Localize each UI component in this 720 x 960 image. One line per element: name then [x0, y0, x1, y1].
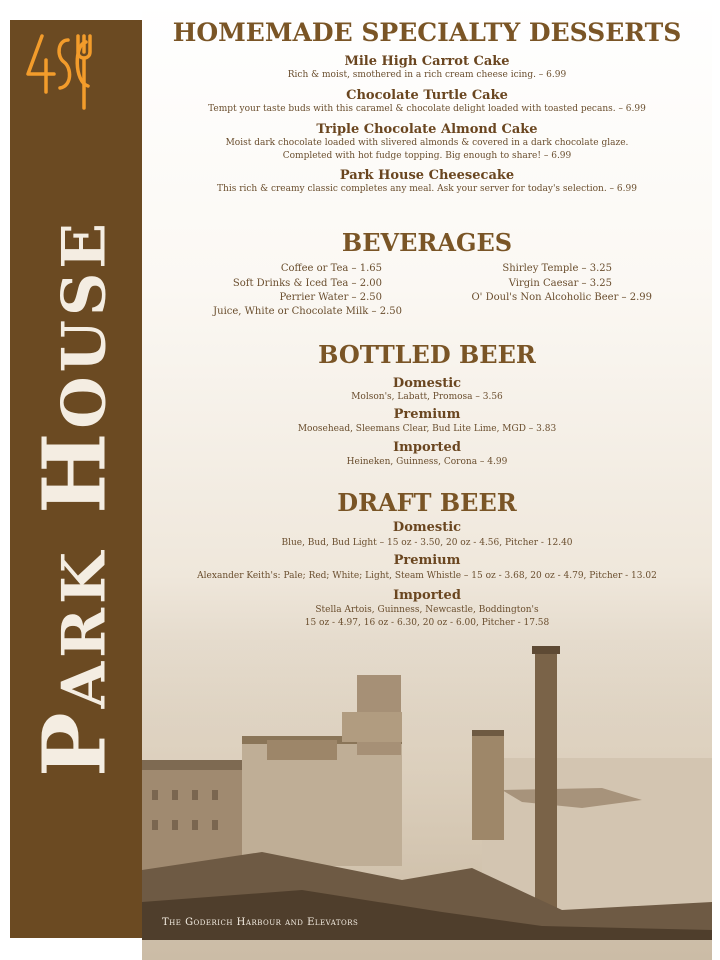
bottled-group-desc: Heineken, Guinness, Corona – 4.99 [346, 457, 508, 467]
draft-group-desc-line2: 15 oz - 4.97, 16 oz - 6.30, 20 oz - 6.00, Pitcher - 17.58 [304, 618, 550, 628]
bottled-group-name: Premium [393, 407, 461, 422]
dessert-desc-line2: Completed with hot fudge topping. Big enough to share! – 6.99 [282, 151, 572, 161]
bottled-group-name: Imported [393, 440, 461, 455]
beverage-item: Shirley Temple – 3.25 [502, 263, 612, 274]
beverage-item: Virgin Caesar – 3.25 [508, 278, 612, 289]
dessert-desc: Moist dark chocolate loaded with slivered almonds & covered in a dark chocolate glaze. [225, 138, 629, 148]
dessert-desc: This rich & creamy classic completes any meal. Ask your server for today's selection. – 6.99 [217, 184, 637, 194]
beverage-item: Perrier Water – 2.50 [279, 292, 382, 303]
beverage-item: Juice, White or Chocolate Milk – 2.50 [213, 306, 402, 317]
dessert-name: Mile High Carrot Cake [344, 54, 510, 69]
bottled-group-desc: Molson's, Labatt, Promosa – 3.56 [351, 392, 503, 402]
draft-beer-heading: DRAFT BEER [337, 488, 517, 517]
beverage-item: Soft Drinks & Iced Tea – 2.00 [232, 278, 382, 289]
draft-group-desc: Alexander Keith's: Pale; Red; White; Light, Steam Whistle – 15 oz - 3.68, 20 oz - 4.79, Pitcher - 13.02 [197, 571, 657, 581]
dessert-name: Chocolate Turtle Cake [346, 88, 508, 103]
beverages-heading: BEVERAGES [341, 228, 513, 257]
desserts-heading: HOMEMADE SPECIALTY DESSERTS [172, 18, 682, 47]
draft-group-desc: Stella Artois, Guinness, Newcastle, Boddington's [315, 605, 539, 615]
brand-title: Park House [24, 218, 126, 778]
draft-group-name: Premium [393, 553, 461, 568]
draft-group-name: Domestic [392, 520, 462, 535]
bottled-group-desc: Moosehead, Sleemans Clear, Bud Lite Lime, MGD – 3.83 [297, 424, 557, 434]
dessert-name: Park House Cheesecake [339, 168, 515, 183]
dessert-desc: Rich & moist, smothered in a rich cream cheese icing. – 6.99 [287, 70, 567, 80]
draft-group-desc: Blue, Bud, Bud Light – 15 oz - 3.50, 20 oz - 4.56, Pitcher - 12.40 [281, 538, 573, 548]
beverage-item: O' Doul's Non Alcoholic Beer – 2.99 [471, 292, 652, 303]
dessert-desc: Tempt your taste buds with this caramel & chocolate delight loaded with toasted pecans. – 6.99 [208, 104, 646, 114]
fork-logo-icon [24, 30, 102, 114]
bottled-group-name: Domestic [392, 376, 462, 391]
beverage-item: Coffee or Tea – 1.65 [280, 263, 382, 274]
photo-caption: The Goderich Harbour and Elevators [162, 917, 359, 928]
bottled-beer-heading: BOTTLED BEER [318, 340, 536, 369]
dessert-name: Triple Chocolate Almond Cake [316, 122, 538, 137]
harbour-photo [142, 640, 712, 940]
sidebar-band [10, 20, 142, 938]
draft-group-name: Imported [393, 588, 461, 603]
